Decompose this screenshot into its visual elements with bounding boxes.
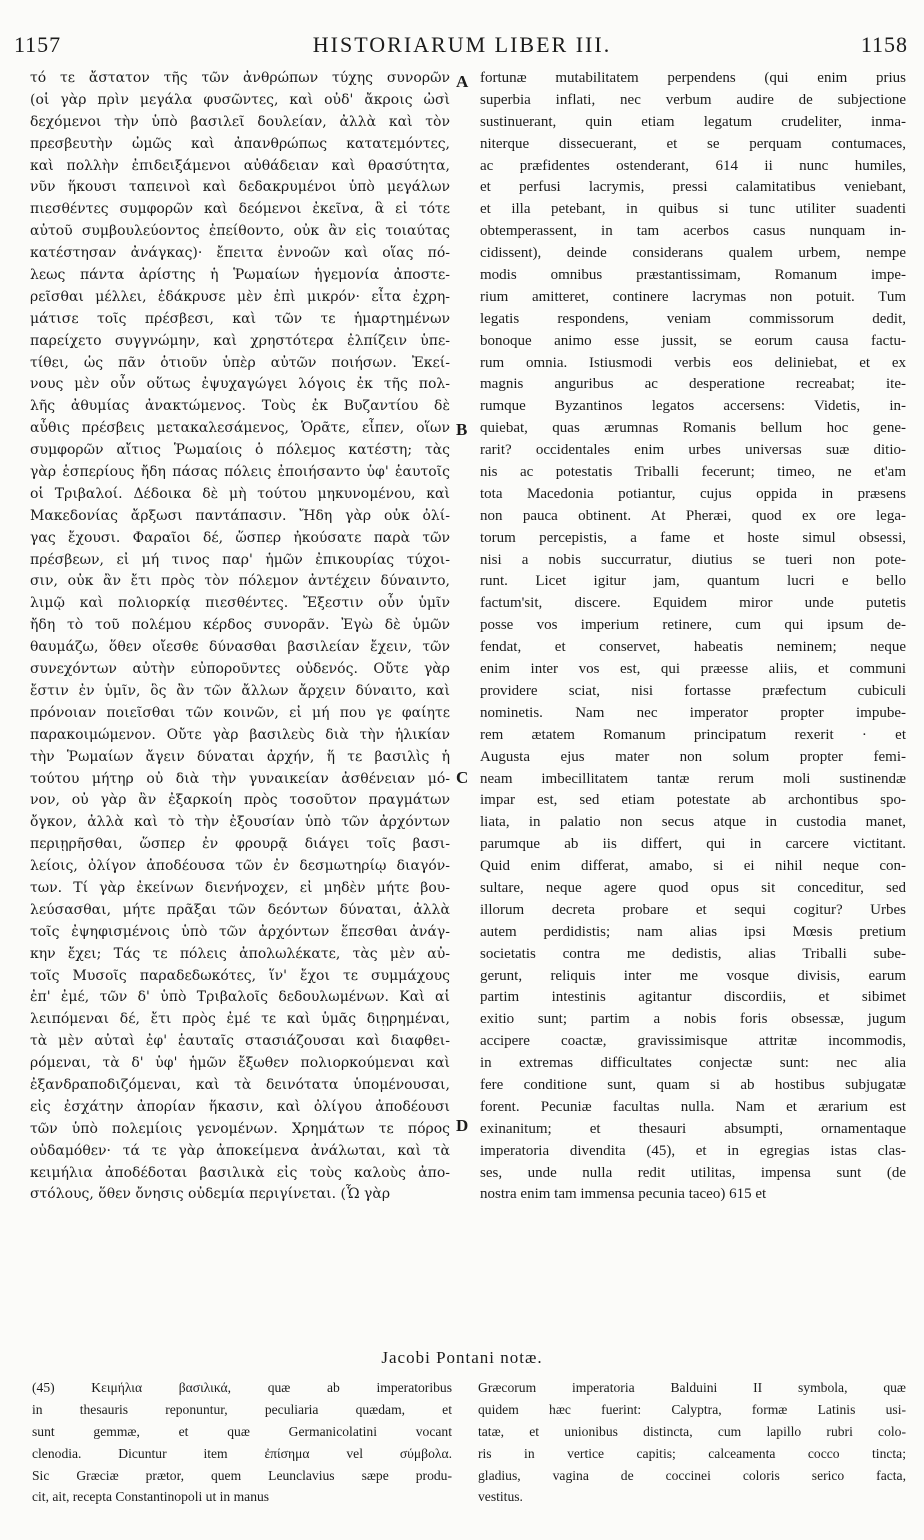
section-marker-d: D — [456, 1116, 469, 1135]
latin-text-line: liata, in palatio non secus atque in custodia manet, — [480, 814, 906, 831]
greek-text-line: ἐξανδραποδιζόμεναι, καὶ τὰ δεινότατα ὑπομένουσαι, — [30, 1076, 450, 1093]
greek-text-line: λειπόμεναι δέ, ἔτι πρὸς ἐμέ τε καὶ ὑμᾶς διῃρημέναι, — [30, 1011, 450, 1028]
note-line: tatæ, et unionibus distincta, cum lapillo rubri colo- — [478, 1423, 906, 1439]
latin-text-line: niterque dissecuerant, et se perquam contumaces, — [480, 135, 906, 152]
latin-text-line: et illa petebant, in quibus si tunc utiliter suadenti — [480, 201, 906, 218]
greek-text-line: γας ἔχουσι. Φαραῖοι δέ, ὥσπερ ἠκούσατε παρὰ τῶν — [30, 529, 450, 546]
note-line: vestitus. — [478, 1489, 523, 1505]
latin-text-line: autem perdidistis; nam alias ipsi Mœsis pretium — [480, 923, 906, 940]
greek-text-line: ἔστιν ἐν ὑμῖν, ὃς ἂν τῶν ἄλλων ἄρχειν δύναιτο, καὶ — [30, 682, 450, 699]
note-line: sunt gemmæ, et quæ Germanicolatini vocant — [32, 1423, 452, 1439]
latin-text-line: sultare, neque agere quod opus sit conceditur, sed — [480, 879, 906, 896]
latin-text-line: magnis anguribus ac desperatione recreabat; ite- — [480, 376, 906, 393]
greek-text-line: τίθει, ὡς πᾶν ὁτιοῦν ὑπὲρ αὐτῶν ποιήσων. Ἐκεί- — [30, 354, 450, 371]
latin-text-line: neam imbecillitatem tantæ rerum moli sustinendæ — [480, 770, 906, 787]
greek-text-line: αὖθις πρέσβεις μετακαλεσάμενος, Ὁρᾶτε, εἶπεν, οἵων — [30, 420, 450, 437]
greek-text-line: παρείχετο συγγνώμην, καὶ χρηστότερα ἐλπίζειν ὑπε- — [30, 332, 450, 349]
greek-text-line: νον, οὐ γὰρ ἂν ἐξαρκοίη πρὸς τοσοῦτον πραγμάτων — [30, 792, 450, 809]
latin-text-line: partim intestinis agitantur discordiis, et sibimet — [480, 989, 906, 1006]
greek-text-line: συμφορῶν αἴτιος Ῥωμαίοις ὁ πόλεμος κατέστη; τὰς — [30, 442, 450, 459]
latin-text-line: sustinuerant, quin etiam legatum crudeliter, inma- — [480, 113, 906, 130]
greek-text-line: κην ἔχει; Τάς τε πόλεις ἀπολωλέκατε, τὰς μὲν αὐ- — [30, 945, 450, 962]
greek-text-line: συνεχόντων αὐτὴν εὐποροῦντες οὐδενός. Οὔτε γὰρ — [30, 661, 450, 678]
latin-text-line: superbia inflati, nec verbum audire de subjectione — [480, 91, 906, 108]
note-line: gladius, vagina de coccinei coloris serico facta, — [478, 1467, 906, 1483]
greek-text-line: τό τε ἄστατον τῆς τῶν ἀνθρώπων τύχης συνορῶν — [30, 70, 450, 86]
latin-text-line: nominetis. Nam nec imperator propter impube- — [480, 704, 906, 721]
note-line: clenodia. Dicuntur item ἐπίσημα vel σύμβολα. — [32, 1445, 452, 1461]
note-line: Græcorum imperatoria Balduini II symbola, quæ — [478, 1380, 906, 1395]
greek-text-line: οὐδαμόθεν· τά τε γὰρ ἀποκείμενα ἀνάλωται, καὶ τὰ — [30, 1142, 450, 1159]
greek-text-line: νους μὲν οὖν οὕτως ἐψυχαγώγει λόγοις ἐκ τῆς πολ- — [30, 376, 450, 393]
latin-text-line: torum percepistis, a fame et hoste simul obsessi, — [480, 529, 906, 546]
greek-text-line: λεύσασθαι, μήτε πρᾶξαι τῶν δεόντων δύναται, ἀλλὰ — [30, 901, 450, 918]
greek-text-line: περιῃρῆσθαι, ὥσπερ ἐν φρουρᾷ διάγει τοῖς βασι- — [30, 836, 450, 853]
greek-text-line: λῆς ἀθυμίας ἀνακτώμενος. Τοὺς ἐκ Βυζαντίου δὲ — [30, 398, 450, 415]
latin-text-line: parumque ab iis differt, qui in carcere victitant. — [480, 836, 906, 853]
greek-text-line: ρεῖσθαι μέλλει, ἐδάκρυσε μὲν ἐπὶ μικρόν· εἶτα ἐχρη- — [30, 288, 450, 305]
latin-text-line: impar est, sed etiam potestate ab archontibus spo- — [480, 792, 906, 809]
latin-text-line: non pauca obtinent. At Pheræi, quod ex ore lega- — [480, 507, 906, 524]
latin-text-line: ses, unde nulla redit utilitas, impensa sunt (de — [480, 1164, 906, 1181]
greek-text-line: πρέσβεων, εἰ μή τινος παρ' ἡμῶν ἐπικουρίας τύχοι- — [30, 551, 450, 568]
latin-text-line: legatis respondens, veniam commissorum dedit, — [480, 310, 906, 327]
greek-text-line: Μακεδονίας ἄρξωσι παντάπασιν. Ἤδη γὰρ οὐκ ὀλί- — [30, 507, 450, 524]
greek-text-line: στόλους, ὅθεν ὄνησις οὐδεμία περιγίνεται. (Ὧ γὰρ — [30, 1186, 391, 1203]
greek-text-line: σιν, οὐκ ἂν ἔτι πρὸς τὸν πόλεμον ἀντέχειν δύναιντο, — [30, 573, 450, 590]
greek-text-line: τὰ μὲν αὐταὶ ἐφ' ἑαυταῖς στασιάζουσαι καὶ διαφθει- — [30, 1033, 450, 1050]
greek-text-line: λεως πάντα ἀρίστης ἡ Ῥωμαίων ἡγεμονία ἀποστε- — [30, 267, 450, 284]
greek-text-line: ἤδη τὸ τοῦ πολέμου κέρδος συνορᾶν. Ἐγὼ δὲ ὑμῶν — [30, 617, 450, 634]
latin-text-line: rumque Byzantinos legatos accersens: Videtis, in- — [480, 398, 906, 415]
note-line: cit, ait, recepta Constantinopoli ut in manus — [32, 1489, 270, 1505]
note-line: (45) Κειμήλια βασιλικά, quæ ab imperatoribus — [32, 1380, 452, 1395]
latin-text-line: nis ac potestatis Triballi fecerunt; timeo, ne et'am — [480, 464, 906, 481]
latin-text-line: rem ætatem Romanum principatum rexerit · et — [480, 726, 906, 743]
latin-text-line: modis omnibus præstantissimam, Romanum impe- — [480, 267, 906, 284]
greek-text-line: τῶν ὑπὸ πολεμίοις γενομένων. Χρημάτων τε πόρος — [30, 1120, 450, 1137]
latin-text-line: illorum decreta probare et sequi cogitur? Urbes — [480, 901, 906, 918]
latin-text-line: rum omnia. Istiusmodi verbis eos deliniebat, et ex — [480, 354, 906, 371]
latin-text-line: Augusta ejus mater non solum propter femi- — [480, 748, 906, 765]
greek-text-line: ρόμεναι, τὰ δ' ὑφ' ἡμῶν ἔξωθεν πολιορκούμεναι καὶ — [30, 1055, 450, 1072]
latin-text-line: ac præfidentes ostenderant, 614 ii nunc humiles, — [480, 157, 906, 174]
latin-text-line: forent. Pecuniæ facultas nulla. Nam et ærarium est — [480, 1098, 906, 1115]
latin-text-line: rarit? occidentales enim urbes universas suæ ditio- — [480, 442, 906, 459]
latin-text-line: providere sciat, nisi fortasse præfectum cubiculi — [480, 682, 906, 699]
latin-text-line: nisi a nobis succurratur, diutius se tueri non pote- — [480, 551, 906, 568]
latin-text-column — [480, 68, 906, 1206]
latin-text-line: cidissent), deinde considerans qualem urbem, nempe — [480, 245, 906, 262]
latin-text-line: tota Macedonia potiantur, cujus oppida in præsens — [480, 485, 906, 502]
greek-text-line: κειμήλια ἀποδέδοται βασιλικὰ εἰς τοὺς καλοὺς ἀπο- — [30, 1164, 450, 1181]
greek-text-line: πιεσθέντες συμφορῶν καὶ δεόμενοι ἐκεῖνα, ἃ εἰ τότε — [30, 201, 450, 218]
greek-text-line: των. Τί γὰρ ἐκείνων διενήνοχεν, εἰ μηδὲν μήτε βου- — [30, 879, 450, 896]
greek-text-line: παρακοιμώμενον. Οὔτε γὰρ βασιλεὺς διὰ τὴν ἡλικίαν — [30, 726, 450, 743]
greek-text-line: θαυμάζω, ὅθεν οἴεσθε δύνασθαι βασιλείαν ἔχειν, τῶν — [30, 639, 450, 656]
notes-title: Jacobi Pontani notæ. — [381, 1348, 543, 1367]
greek-text-line: μάτισε τοῖς πρέσβεσι, καὶ τῶν τε ἡμαρτημένων — [30, 310, 450, 327]
greek-text-line: ἐπ' ἐμέ, τῶν δ' ὑπὸ Τριβαλοῖς δεδουλωμένων. Καὶ αἱ — [30, 989, 450, 1006]
latin-text-line: runt. Licet igitur jam, quantum lucri e bello — [480, 573, 906, 590]
latin-text-line: fere conditione sunt, quam si ab hostibus subjugatæ — [480, 1076, 906, 1093]
page-header — [0, 0, 924, 70]
latin-text-line: bonoque animo esse jussit, se eorum causa factu- — [480, 332, 906, 349]
latin-text-line: accipere coactæ, gravissimisque attritæ incommodis, — [480, 1033, 906, 1050]
greek-text-line: γὰρ ἑσπερίους ἤδη πάσας πόλεις ἐποιήσαντο ὑφ' ἑαυτοῖς — [30, 464, 450, 481]
section-marker-b: B — [456, 420, 468, 439]
latin-text-line: fendat, et conservet, habeatis neminem; neque — [480, 639, 906, 656]
greek-text-line: ὄγκον, ἀλλὰ καὶ τὸ τὴν ἐξουσίαν ὑπὸ τῶν ἀρχόντων — [30, 814, 450, 831]
notes-left-column — [32, 1380, 452, 1511]
greek-text-line: κατέστησαν ἀνάγκας)· ἔπειτα ἐννοῶν καὶ οἵας πό- — [30, 245, 450, 262]
greek-text-line: δεχόμενοι τὴν ὑπὸ βασιλεῖ δουλείαν, ἀλλὰ καὶ τὸν — [30, 113, 450, 130]
latin-text-line: societatis contra me dedistis, alias Triballi sube- — [480, 945, 906, 962]
latin-text-line: factum'sit, discere. Equidem miror unde putetis — [480, 595, 906, 612]
greek-text-line: τούτου μήτηρ οὐ διὰ τὴν γυναικείαν ἀσθένειαν μό- — [30, 770, 450, 787]
running-title: HISTORIARUM LIBER III. — [312, 32, 612, 57]
page-number-left: 1157 — [14, 32, 62, 57]
greek-text-line: λείοις, ὀλίγον ἀποδέουσα τῶν ἐν δεσμωτηρίῳ διαγόν- — [30, 858, 450, 875]
greek-text-line: εἰς ἐσχάτην ἀπορίαν ἥκασιν, καὶ ὀλίγου ἀποδέουσι — [30, 1098, 450, 1115]
greek-text-line: οἱ Τριβαλοί. Δέδοικα δὲ μὴ τούτου μηκυνομένου, καὶ — [30, 485, 450, 502]
greek-text-line: τὴν Ῥωμαίων ἄγειν δύναται ἀρχήν, ἥ τε βασιλὶς ἡ — [30, 748, 450, 765]
greek-text-line: πρόνοιαν ποιεῖσθαι τῶν κοινῶν, εἰ μή που γε φαίητε — [30, 704, 450, 721]
latin-text-line: exitio sunt; partim a nobis foris obsessæ, jugum — [480, 1011, 906, 1028]
note-line: quidem hæc fuerint: Calyptra, formæ Latinis usi- — [478, 1401, 906, 1417]
notes-right-column — [478, 1380, 906, 1511]
latin-text-line: exinanitum; et thesauri absumpti, ornamentaque — [480, 1120, 906, 1137]
latin-text-line: et perfusi lacrymis, pressi calamitatibus veniebant, — [480, 179, 906, 196]
note-line: in thesauris reponuntur, peculiaria quædam, et — [32, 1401, 452, 1417]
greek-text-line: (οἱ γὰρ πρὶν μεγάλα φυσῶντες, καὶ οὐδ' ἄκροις ὠσὶ — [30, 91, 450, 108]
latin-text-line: posse vos imperium retinere, cum qui ipsum de- — [480, 617, 906, 634]
page-number-right: 1158 — [860, 32, 908, 57]
latin-text-line: imperatoria divendita (45), et in egregias istas clas- — [480, 1142, 906, 1159]
greek-text-line: τοῖς Μυσοῖς παραδεδωκότες, ἵν' ἔχοι τε συμμάχους — [30, 967, 450, 984]
greek-text-line: τοῖς ἐψηφισμένοις ὑπὸ τῶν ἀρχόντων ἕπεσθαι ἀνάγ- — [30, 923, 450, 940]
greek-text-line: λιμῷ καὶ πολιορκίᾳ πιεσθέντες. Ἔξεστιν οὖν ὑμῖν — [30, 595, 450, 612]
greek-text-line: πρεσβευτὴν ὠμῶς καὶ ἀπανθρώπως κατατεμόντες, — [30, 135, 450, 152]
latin-text-line: obtemperassent, in tam acerbos casus nunquam in- — [480, 223, 906, 240]
greek-text-column — [30, 68, 450, 1206]
latin-text-line: fortunæ mutabilitatem perpendens (qui enim prius — [480, 70, 906, 86]
note-line: ris in vertice capitis; calceamenta cocco tincta; — [478, 1445, 906, 1461]
latin-text-line: rium amitteret, continere lacrymas non potuit. Tum — [480, 288, 906, 305]
note-line: Sic Græciæ prætor, quem Leunclavius sæpe produ- — [32, 1467, 452, 1483]
section-marker-c: C — [456, 768, 469, 787]
latin-text-line: gerunt, reliquis inter me vosque divisis, earum — [480, 967, 906, 984]
latin-text-line: Quid enim differat, amabo, si ei nihil neque con- — [480, 858, 906, 875]
greek-text-line: νῦν ἥκουσι ταπεινοὶ καὶ δεδακρυμένοι ὑπὸ μεγάλων — [30, 179, 450, 196]
latin-text-line: in extremas difficultates conjectæ sunt: nec alia — [480, 1055, 906, 1072]
greek-text-line: αὐτοῦ συμβουλεύοντος ἐπείθοντο, οὐκ ἂν εἰς τοιαύτας — [30, 223, 450, 240]
latin-text-line: quiebat, quas ærumnas Romanis bellum hoc gene- — [480, 420, 906, 437]
latin-text-line: nostra enim tam immensa pecunia taceo) 615 et — [480, 1186, 767, 1203]
greek-text-line: καὶ πολλὴν ἐπιδειξάμενοι αὐθάδειαν καὶ θρασύτητα, — [30, 157, 450, 174]
latin-text-line: enim inter vos est, qui præesse aliis, et communi — [480, 661, 906, 678]
section-marker-a: A — [456, 72, 469, 91]
